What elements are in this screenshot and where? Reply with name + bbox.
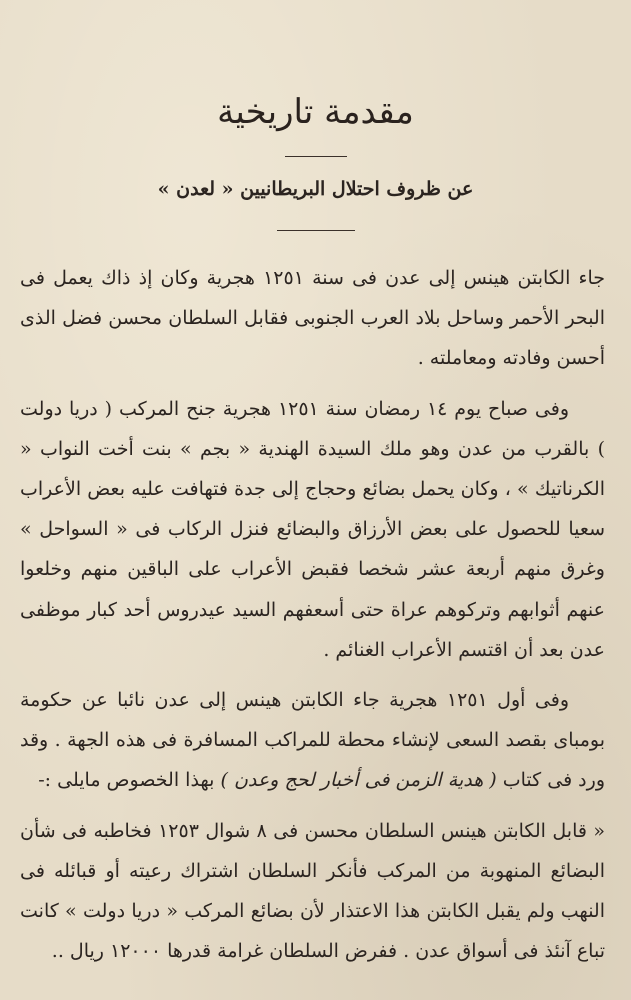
- page-title: مقدمة تاريخية: [217, 92, 414, 132]
- title-divider: [285, 156, 347, 157]
- book-title: ( هدية الزمن فى أخبار لحج وعدن ): [220, 769, 497, 792]
- paragraph-1: جاء الكابتن هينس إلى عدن فى سنة ١٢٥١ هجرية وكان إذ ذاك يعمل فى البحر الأحمر وساحل بلاد العرب الجنوبى فقابل السلطان محسن فضل الذى أحسن وفادته ومعاملته .: [20, 267, 605, 370]
- page-subtitle: عن ظروف احتلال البريطانيين « لعدن »: [157, 178, 474, 200]
- paragraph-2: وفى صباح يوم ١٤ رمضان سنة ١٢٥١ هجرية جنح المركب ( دريا دولت ) بالقرب من عدن وهو ملك السيدة الهندية « بجم » بنت أخت النواب « الكرناتيك » ، وكان يحمل بضائع وحجاج إلى جدة فتهافت عليه بعض الأعراب سعيا للحصول على بعض الأرزاق والبضائع فنزل الركاب فى « السواحل » وغرق منهم أربعة عشر شخصا فقبض الأعراب على الباقين منهم وخلعوا عنهم أثوابهم وتركوهم عراة حتى أسعفهم السيد عيدروس أحد كبار موظفى عدن بعد أن اقتسم الأعراب الغنائم .: [20, 397, 605, 661]
- paragraph-3: [20, 680, 605, 801]
- paragraph-3-text: وفى أول ١٢٥١ هجرية جاء الكابتن هينس إلى عدن نائبا عن حكومة بومباى بقصد السعى لإنشاء محطة للمراكب المسافرة فى هذه الجهة . وقد ورد فى كتاب: [20, 689, 605, 792]
- paragraph-4-quote: « قابل الكابتن هينس السلطان محسن فى ٨ شوال ١٢٥٣ فخاطبه فى شأن البضائع المنهوبة من المركب فأنكر السلطان اشتراك رعيته أو قبائله فى النهب ولم يقبل الكابتن هذا الاعتذار لأن بضائع المركب « دريا دولت » كانت تباع آنئذ فى أسواق عدن . ففرض السلطان غرامة قدرها ١٢٠٠٠ ريال ..: [20, 819, 606, 963]
- body-text: [20, 258, 605, 971]
- paragraph-3-text-end: بهذا الخصوص مايلى :-: [38, 769, 215, 792]
- subtitle-divider: [277, 230, 355, 231]
